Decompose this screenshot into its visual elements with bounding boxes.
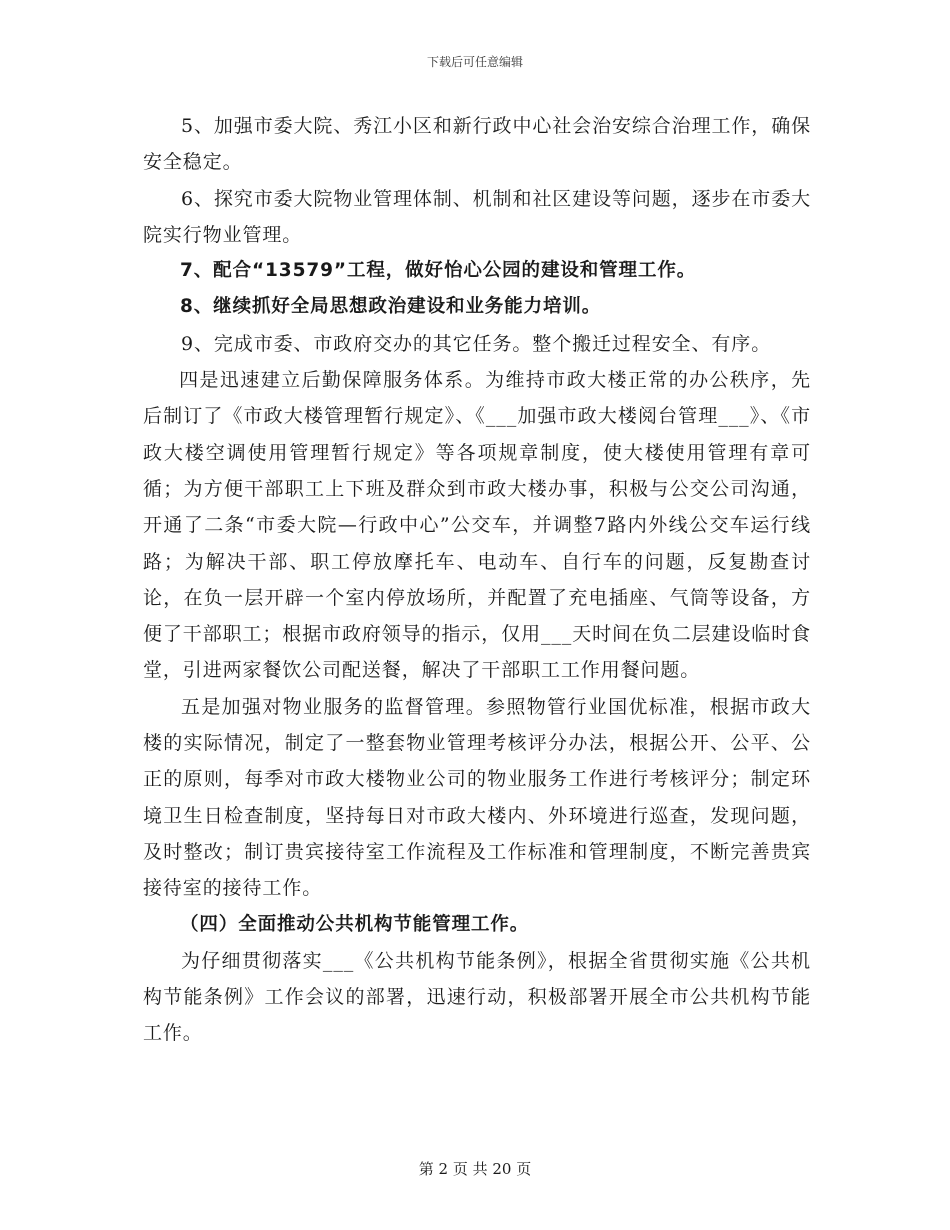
paragraph-item-5: 5、加强市委大院、秀江小区和新行政中心社会治安综合治理工作，确保安全稳定。: [143, 115, 811, 174]
paragraph-logistics: 四是迅速建立后勤保障服务体系。为维持市政大楼正常的办公秩序，先后制订了《市政大楼管理暂行规定》、《___加强市政大楼阅台管理___》、《市政大楼空调使用管理暂行规定》等各项规章制度，使大楼使用管理有章可循；为方便干部职工上下班及群众到市政大楼办事，积极与公交公司沟通，开通了二条“市委大院—行政中心”公交车，并调整7路内外线公交车运行线路；为解决干部、职工停放摩托车、电动车、自行车的问题，反复勘查讨论，在负一层开辟一个室内停放场所，并配置了充电插座、气筒等设备，方便了干部职工；根据市政府领导的指示，仅用___天时间在负二层建设临时食堂，引进两家餐饮公司配送餐，解决了干部职工工作用餐问题。: [143, 369, 812, 682]
paragraph-energy: 为仔细贯彻落实___《公共机构节能条例》，根据全省贯彻实施《公共机构节能条例》工作会议的部署，迅速行动，积极部署开展全市公共机构节能工作。: [143, 949, 811, 1045]
document-body: [143, 108, 811, 1052]
paragraph-item-8: 8、继续抓好全局思想政治建设和业务能力培训。: [180, 296, 602, 318]
page-header: 下载后可任意编辑: [426, 55, 523, 69]
section-heading-energy: （四）全面推动公共机构节能管理工作。: [180, 913, 530, 935]
page-number: 第 2 页 共 20 页: [418, 1160, 532, 1178]
paragraph-item-7: 7、配合“13579”工程，做好怡心公园的建设和管理工作。: [180, 260, 697, 282]
paragraph-item-6: 6、探究市委大院物业管理体制、机制和社区建设等问题，逐步在市委大院实行物业管理。: [143, 187, 811, 246]
paragraph-property-supervision: 五是加强对物业服务的监督管理。参照物管行业国优标准，根据市政大楼的实际情况，制定了一整套物业管理考核评分办法，根据公开、公平、公正的原则，每季对市政大楼物业公司的物业服务工作进行考核评分；制定环境卫生日检查制度，坚持每日对市政大楼内、外环境进行巡查，发现问题，及时整改；制订贵宾接待室工作流程及工作标准和管理制度，不断完善贵宾接待室的接待工作。: [143, 695, 811, 900]
paragraph-item-9: 9、完成市委、市政府交办的其它任务。整个搬迁过程安全、有序。: [181, 332, 772, 355]
